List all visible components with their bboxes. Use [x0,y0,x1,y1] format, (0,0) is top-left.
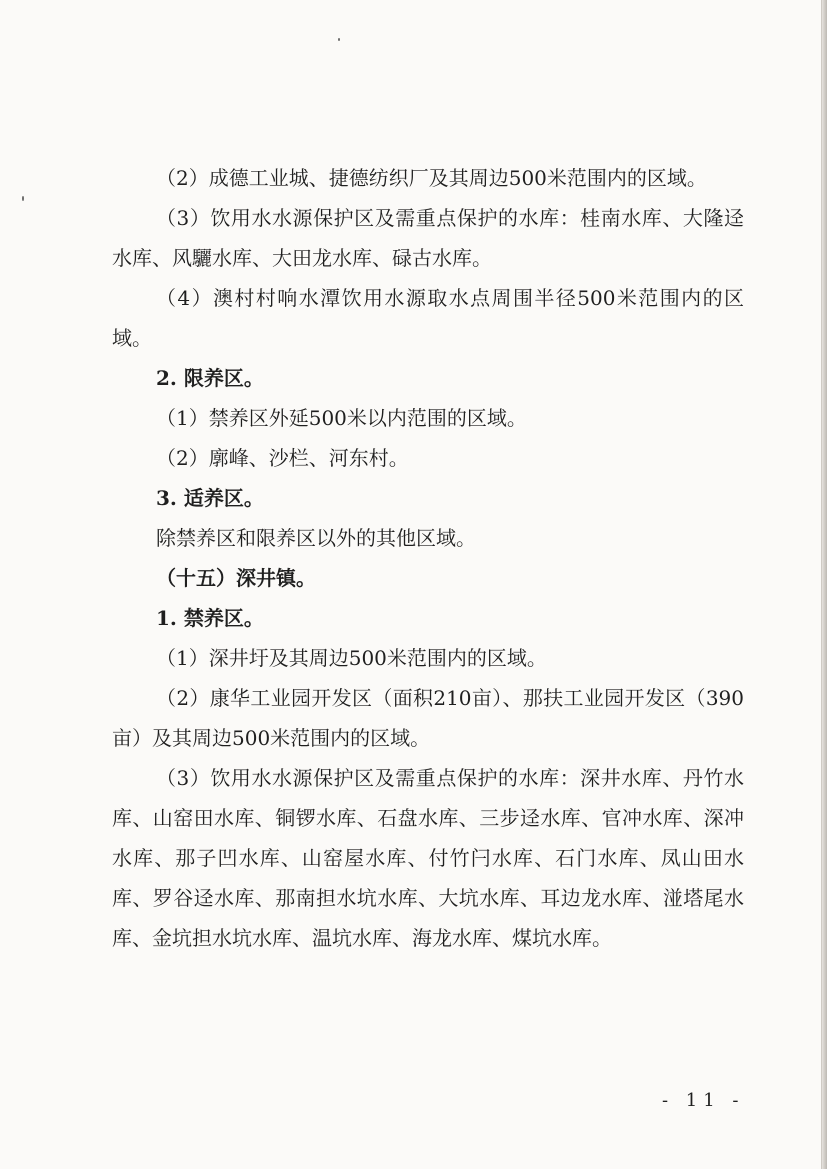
paragraph: （2）康华工业园开发区（面积210亩）、那扶工业园开发区（390亩）及其周边500米范围内的区域。 [112,686,744,750]
paragraph: 除禁养区和限养区以外的其他区域。 [156,526,476,550]
page-edge-shadow [822,0,827,1169]
section-heading: 3. 适养区。 [156,486,264,510]
paragraph: （2）成德工业城、捷德纺织厂及其周边500米范围内的区域。 [156,166,707,190]
town-heading: （十五）深井镇。 [156,566,316,590]
section-heading: 2. 限养区。 [156,366,264,390]
scan-speck [338,38,340,41]
section-heading: 1. 禁养区。 [156,606,264,630]
paragraph: （2）廓峰、沙栏、河东村。 [156,446,409,470]
paragraph: （3）饮用水水源保护区及需重点保护的水库：深井水库、丹竹水库、山窑田水库、铜锣水库、石盘水库、三步迳水库、官冲水库、深冲水库、那子凹水库、山窑屋水库、付竹闩水库、石门水库、凤山田水库、罗谷迳水库、那南担水坑水库、大坑水库、耳边龙水库、湴塔尾水库、金坑担水坑水库、温坑水库、海龙水库、煤坑水库。 [112,766,744,950]
page-number: - 11 - [662,1090,745,1111]
scan-speck [22,196,24,201]
paragraph: （1）禁养区外延500米以内范围的区域。 [156,406,527,430]
paragraph: （1）深井圩及其周边500米范围内的区域。 [156,646,547,670]
paragraph: （4）澳村村响水潭饮用水源取水点周围半径500米范围内的区域。 [112,286,744,350]
document-body [112,158,744,958]
paragraph: （3）饮用水水源保护区及需重点保护的水库：桂南水库、大隆迳水库、风驪水库、大田龙水库、碌古水库。 [112,206,744,270]
